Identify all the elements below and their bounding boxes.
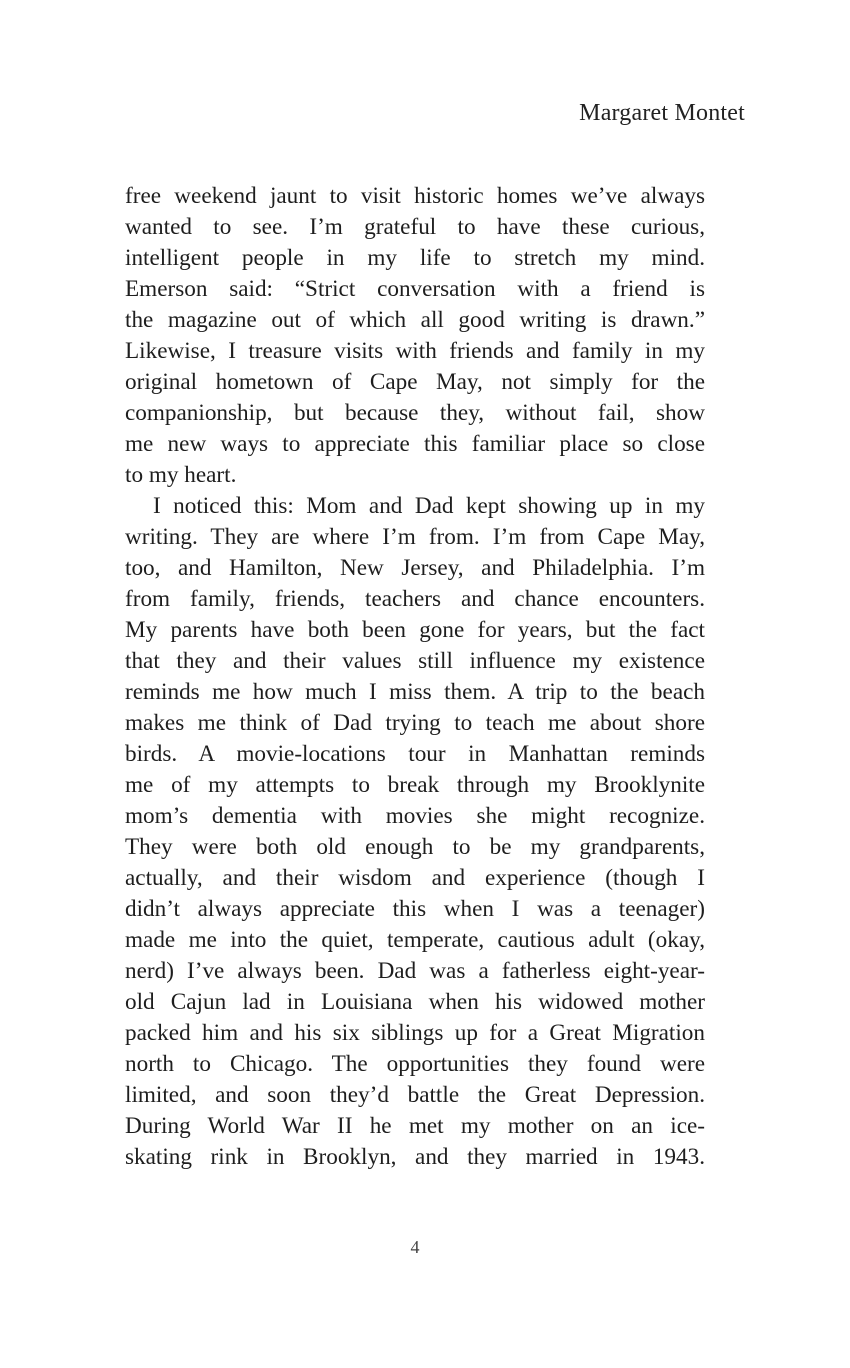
text-line: made me into the quiet, temperate, cautious adult (okay, bbox=[125, 927, 705, 953]
running-header-author: Margaret Montet bbox=[579, 100, 745, 126]
text-line: writing. They are where I’m from. I’m from Cape May, bbox=[125, 524, 705, 550]
text-line: intelligent people in my life to stretch my mind. bbox=[125, 245, 705, 271]
text-line: original hometown of Cape May, not simply for the bbox=[125, 369, 705, 395]
text-line: wanted to see. I’m grateful to have these curious, bbox=[125, 214, 705, 240]
text-line: from family, friends, teachers and chance encounters. bbox=[125, 586, 705, 612]
text-line: birds. A movie-locations tour in Manhattan reminds bbox=[125, 741, 705, 767]
text-line: me of my attempts to break through my Brooklynite bbox=[125, 772, 705, 798]
text-line: packed him and his six siblings up for a Great Migration bbox=[125, 1020, 705, 1046]
text-line: skating rink in Brooklyn, and they married in 1943. bbox=[125, 1144, 705, 1170]
text-line: me new ways to appreciate this familiar place so close bbox=[125, 431, 705, 457]
paragraph-2 bbox=[125, 491, 705, 1173]
text-line: that they and their values still influence my existence bbox=[125, 648, 705, 674]
text-line: limited, and soon they’d battle the Great Depression. bbox=[125, 1082, 705, 1108]
text-line: actually, and their wisdom and experience (though I bbox=[125, 865, 705, 891]
text-line: free weekend jaunt to visit historic homes we’ve always bbox=[125, 183, 705, 209]
paragraph-1 bbox=[125, 181, 705, 491]
text-line: the magazine out of which all good writing is drawn.” bbox=[125, 307, 705, 333]
text-line: to my heart. bbox=[125, 462, 237, 488]
text-line: north to Chicago. The opportunities they found were bbox=[125, 1051, 705, 1077]
text-line: During World War II he met my mother on an ice- bbox=[125, 1113, 705, 1139]
text-line: didn’t always appreciate this when I was a teenager) bbox=[125, 896, 705, 922]
text-line: makes me think of Dad trying to teach me about shore bbox=[125, 710, 705, 736]
text-line: Likewise, I treasure visits with friends and family in my bbox=[125, 338, 705, 364]
text-line: They were both old enough to be my grandparents, bbox=[125, 834, 705, 860]
text-line: companionship, but because they, without fail, show bbox=[125, 400, 705, 426]
text-line: old Cajun lad in Louisiana when his widowed mother bbox=[125, 989, 705, 1015]
body-text bbox=[125, 181, 705, 1173]
text-line: reminds me how much I miss them. A trip to the beach bbox=[125, 679, 705, 705]
page-number: 4 bbox=[410, 1237, 420, 1257]
text-line: My parents have both been gone for years, but the fact bbox=[125, 617, 705, 643]
text-line: nerd) I’ve always been. Dad was a fatherless eight-year- bbox=[125, 958, 705, 984]
text-line: mom’s dementia with movies she might recognize. bbox=[125, 803, 705, 829]
text-line: Emerson said: “Strict conversation with a friend is bbox=[125, 276, 705, 302]
text-line: I noticed this: Mom and Dad kept showing up in my bbox=[153, 493, 705, 519]
text-line: too, and Hamilton, New Jersey, and Philadelphia. I’m bbox=[125, 555, 705, 581]
